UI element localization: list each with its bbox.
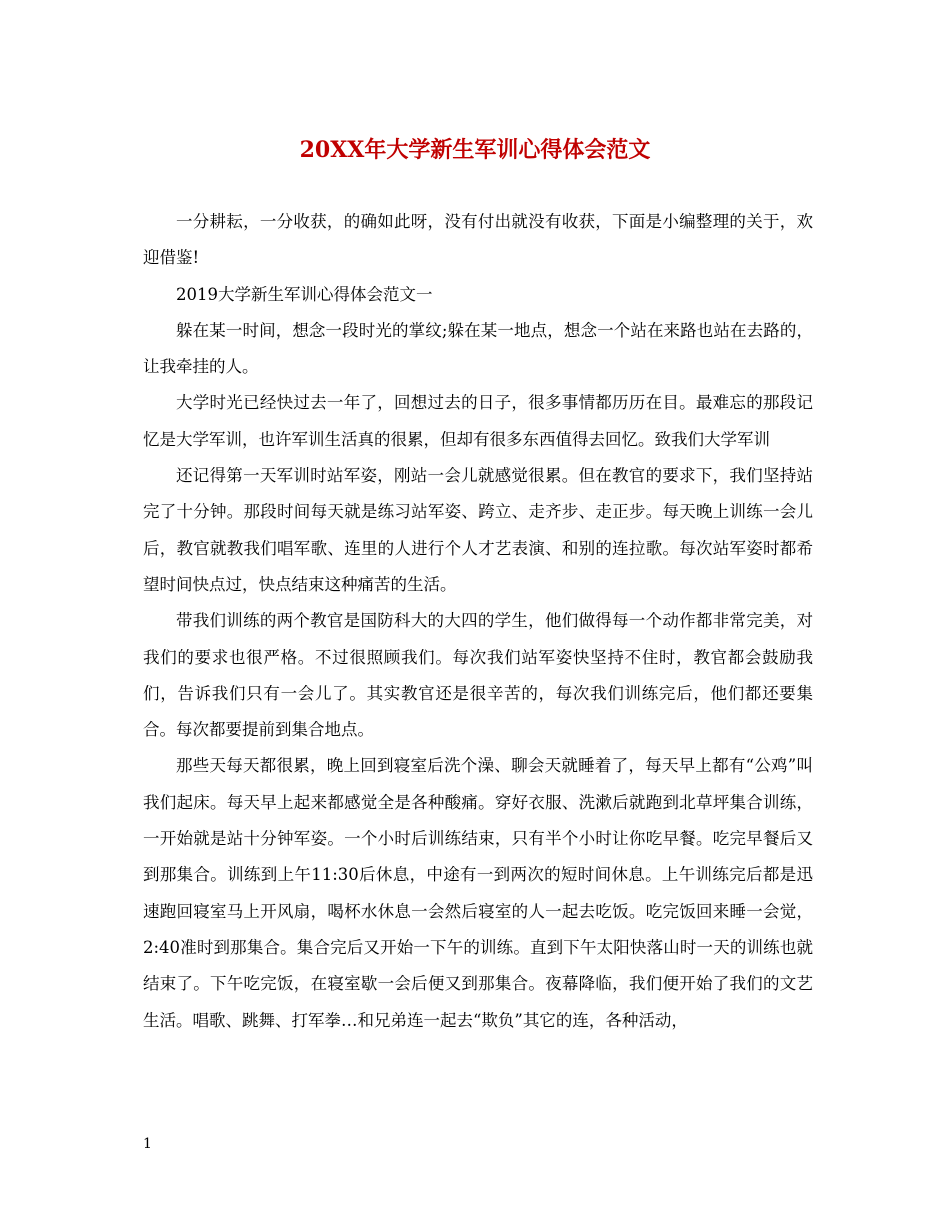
paragraph: 带我们训练的两个教官是国防科大的大四的学生，他们做得每一个动作都非常完美，对我们的要求也很严格。不过很照顾我们。每次我们站军姿快坚持不住时，教官都会鼓励我们，告诉我们只有一会儿了。其实教官还是很辛苦的，每次我们训练完后，他们都还要集合。每次都要提前到集合地点。: [143, 611, 813, 740]
paragraph: 躲在某一时间，想念一段时光的掌纹;躲在某一地点，想念一个站在来路也站在去路的，让我牵挂的人。: [143, 320, 813, 377]
section-heading: 2019大学新生军训心得体会范文一: [176, 284, 433, 304]
paragraph: 大学时光已经快过去一年了，回想过去的日子，很多事情都历历在目。最难忘的那段记忆是大学军训，也许军训生活真的很累，但却有很多东西值得去回忆。致我们大学军训: [143, 393, 813, 449]
document-body: [143, 204, 813, 1039]
page-number: 1: [143, 1136, 152, 1152]
paragraph-intro: 一分耕耘，一分收获，的确如此呀，没有付出就没有收获，下面是小编整理的关于，欢迎借鉴!: [143, 212, 813, 268]
document-title: 20XX年大学新生军训心得体会范文: [299, 137, 651, 163]
paragraph: 还记得第一天军训时站军姿，刚站一会儿就感觉很累。但在教官的要求下，我们坚持站完了十分钟。那段时间每天就是练习站军姿、跨立、走齐步、走正步。每天晚上训练一会儿后，教官就教我们唱军歌、连里的人进行个人才艺表演、和别的连拉歌。每次站军姿时都希望时间快点过，快点结束这种痛苦的生活。: [143, 466, 813, 594]
paragraph: 那些天每天都很累，晚上回到寝室后洗个澡、聊会天就睡着了，每天早上都有“公鸡”叫我们起床。每天早上起来都感觉全是各种酸痛。穿好衣服、洗漱后就跑到北草坪集合训练，一开始就是站十分钟军姿。一个小时后训练结束，只有半个小时让你吃早餐。吃完早餐后又到那集合。训练到上午11:30后休息，中途有一到两次的短时间休息。上午训练完后都是迅速跑回寝室马上开风扇，喝杯水休息一会然后寝室的人一起去吃饭。吃完饭回来睡一会觉，2:40准时到那集合。集合完后又开始一下午的训练。直到下午太阳快落山时一天的训练也就结束了。下午吃完饭，在寝室歇一会后便又到那集合。夜幕降临，我们便开始了我们的文艺生活。唱歌、跳舞、打军拳…和兄弟连一起去“欺负”其它的连，各种活动，: [143, 756, 813, 1030]
